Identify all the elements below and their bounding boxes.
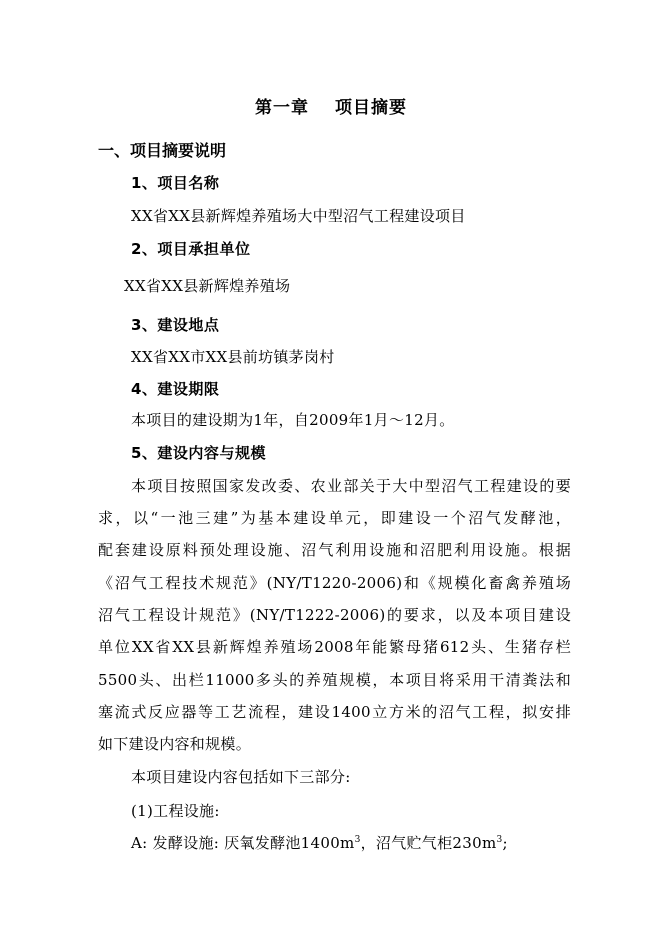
scope-paragraph-line: 本项目按照国家发改委、农业部关于大中型沼气工程建设的要 xyxy=(131,477,571,495)
section-heading: 一、项目摘要说明 xyxy=(98,141,227,160)
item-a-suffix: ; xyxy=(502,834,508,852)
scope-paragraph-line: 如下建设内容和规模。 xyxy=(98,735,252,753)
item-a-superscript-1: 3 xyxy=(354,835,361,845)
item-a-line xyxy=(131,832,508,853)
item-heading-location: 3、建设地点 xyxy=(131,316,220,334)
part1-label: (1)工程设施: xyxy=(131,802,220,820)
scope-paragraph-line: 塞流式反应器等工艺流程，建设1400立方米的沼气工程，拟安排 xyxy=(98,703,571,721)
item-heading-undertaking-unit: 2、项目承担单位 xyxy=(131,240,251,258)
chapter-number: 第一章 xyxy=(255,98,309,118)
chapter-name: 项目摘要 xyxy=(335,98,407,118)
scope-paragraph-line: 《沼气工程技术规范》(NY/T1220-2006)和《规模化畜禽养殖场 xyxy=(98,574,571,592)
content-intro: 本项目建设内容包括如下三部分: xyxy=(131,768,351,786)
scope-paragraph-line: 配套建设原料预处理设施、沼气利用设施和沼肥利用设施。根据 xyxy=(98,541,571,559)
item-a-superscript-2: 3 xyxy=(496,835,503,845)
scope-paragraph-line: 求，以“一池三建”为基本建设单元，即建设一个沼气发酵池， xyxy=(98,509,571,527)
scope-paragraph-line: 单位XX省XX县新辉煌养殖场2008年能繁母猪612头、生猪存栏 xyxy=(98,638,571,656)
scope-paragraph-line: 5500头、出栏11000多头的养殖规模，本项目将采用干清粪法和 xyxy=(98,671,571,689)
item-heading-period: 4、建设期限 xyxy=(131,380,220,398)
chapter-title xyxy=(0,93,662,118)
scope-paragraph-line: 沼气工程设计规范》(NY/T1222-2006)的要求，以及本项目建设 xyxy=(98,606,571,624)
period-text: 本项目的建设期为1年，自2009年1月～12月。 xyxy=(131,411,455,429)
item-heading-scope: 5、建设内容与规模 xyxy=(131,444,266,462)
item-a-middle: ，沼气贮气柜230m xyxy=(360,834,497,852)
item-heading-project-name: 1、项目名称 xyxy=(131,174,220,192)
item-a-prefix: A: 发酵设施: 厌氧发酵池1400m xyxy=(131,834,355,852)
undertaking-unit-text: XX省XX县新辉煌养殖场 xyxy=(124,277,291,295)
project-name-text: XX省XX县新辉煌养殖场大中型沼气工程建设项目 xyxy=(131,207,466,225)
location-text: XX省XX市XX县前坊镇茅岗村 xyxy=(131,348,335,366)
